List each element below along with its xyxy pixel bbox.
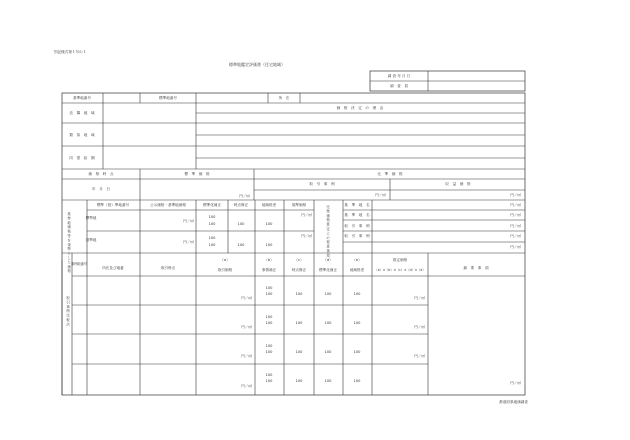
case3-frac-e-den: 100 [353, 350, 361, 354]
adjust-frac-den-1: 100 [208, 222, 216, 226]
adjust-col-c: 標準化補正 [203, 203, 221, 207]
cases-col-4: 事情補正 [261, 268, 277, 272]
cases-formula: （a）×（b）×（c）×（d）×（e） [374, 268, 426, 272]
case2-frac-e-den: 100 [353, 321, 361, 325]
case4-frac-d-den: 100 [324, 379, 332, 383]
reason-header: 価 格 決 定 の 理 由 [336, 106, 384, 110]
cases-col-7: 地域格差 [349, 268, 365, 272]
cases-col-3: 取引価格 [217, 268, 233, 272]
survey-date-label: 調 査 年 月 日 [387, 74, 411, 78]
adjust-frac-den-1b: 100 [237, 222, 245, 226]
cases-letter-c: （c） [294, 258, 304, 262]
case4-frac-c-den: 100 [295, 379, 303, 383]
income-unit: 円／㎡ [510, 193, 521, 197]
standard-no-label: 基準地番号 [73, 96, 91, 100]
adjust-base-label-2: 基準地 [85, 238, 97, 242]
adjust-col-b: 公示価格・基準地価格 [150, 203, 186, 207]
case4-price-unit: 円／㎡ [241, 384, 252, 388]
case3-frac-b-den: 100 [265, 350, 273, 354]
case2-frac-b-num: 100 [265, 315, 273, 319]
neighborhood-label: 近 隣 地 域 [69, 111, 95, 115]
adjust-base-label-1: 標準地 [85, 216, 97, 220]
adjust-col-f: 規準価格 [291, 203, 307, 207]
adjust-col-a: 標準（基）準地番号 [96, 203, 130, 207]
cases-col-6: 標準化補正 [319, 268, 337, 272]
adjust-frac-num-2: 100 [208, 236, 216, 240]
case1-frac-e-den: 100 [353, 292, 361, 296]
case4-frac-b-den: 100 [265, 379, 273, 383]
case2-est-unit: 円／㎡ [414, 325, 425, 329]
adjust-right-unit-1: 円／㎡ [510, 203, 521, 207]
adjust-frac-den-2b: 100 [237, 243, 245, 247]
standard-price-label: 標 準 価 格 [184, 172, 210, 176]
case2-frac-b-den: 100 [265, 321, 273, 325]
case3-frac-d-den: 100 [324, 350, 332, 354]
case3-est-unit: 円／㎡ [414, 354, 425, 358]
standard-no2-label: 標準地番号 [159, 96, 177, 100]
case1-price-unit: 円／㎡ [241, 296, 252, 300]
case1-frac-b-num: 100 [265, 286, 273, 290]
form-title: 標準地鑑定評価書（住宅地域） [229, 62, 285, 67]
adjust-frac-den-1c: 100 [265, 222, 273, 226]
footer-note: 都道府県地価調査 [499, 400, 528, 404]
adjust-result-unit-1: 円／㎡ [301, 213, 312, 217]
case2-price-unit: 円／㎡ [241, 325, 252, 329]
adjust-right-unit-2: 円／㎡ [510, 213, 521, 217]
cases-letter-a: （a） [220, 258, 230, 262]
adjust-frac-den-2c: 100 [265, 243, 273, 247]
adjust-right-row-1: 基 準 地 名 [344, 203, 370, 207]
case1-frac-d-den: 100 [324, 292, 332, 296]
cases-letter-b: （b） [264, 258, 274, 262]
cases-col-1: 所在及び地番 [102, 266, 124, 270]
case2-frac-c-den: 100 [295, 321, 303, 325]
case3-price-unit: 円／㎡ [241, 354, 252, 358]
adjust-col-e: 地域格差 [261, 203, 277, 207]
adjust-unit-1: 円／㎡ [183, 219, 194, 223]
surveyor-label: 調 査 員 [390, 84, 408, 88]
case3-frac-c-den: 100 [295, 350, 303, 354]
date-label: 年 月 日 [92, 187, 110, 191]
price-time-label: 価 格 時 点 [88, 172, 114, 176]
cases-note: 摘 要 事 項 [463, 266, 489, 270]
adjust-right-unit-3: 円／㎡ [510, 224, 521, 228]
adjust-unit-2: 円／㎡ [183, 240, 194, 244]
income-price-label: 収 益 価 格 [445, 182, 471, 186]
case3-frac-b-num: 100 [265, 344, 273, 348]
cases-col-8: 推定価格 [392, 258, 408, 262]
case1-frac-c-den: 100 [295, 292, 303, 296]
cases-col-2: 取引時点 [160, 266, 176, 270]
location-label: 所 在 [278, 96, 290, 100]
adjust-frac-num-1: 100 [208, 215, 216, 219]
adjust-result-unit-2: 円／㎡ [301, 234, 312, 238]
cases-result-unit: 円／㎡ [510, 381, 521, 385]
case4-frac-b-num: 100 [265, 373, 273, 377]
adjust-right-unit-4: 円／㎡ [510, 234, 521, 238]
similar-region-label: 類 似 地 域 [69, 133, 95, 137]
adjust-right-title: 比準価格算定上の留意事項 [325, 205, 330, 258]
adjust-row-label: 基準地価格等を規準とした価格 [66, 212, 71, 274]
same-supply-label: 同 需 給 圏 [69, 156, 95, 160]
adjust-col-d: 時点修正 [233, 203, 249, 207]
adjust-right-row-4: 取 引 事 例 [344, 234, 370, 238]
sales-comparison-label: 取 引 事 例 [309, 182, 335, 186]
evaluation-label: 比 準 価 格 [377, 172, 403, 176]
cases-row-label: 取引事例比較法 [65, 296, 70, 327]
cases-col-5: 時点修正 [291, 268, 307, 272]
cases-letter-d: （d） [323, 258, 333, 262]
case2-frac-d-den: 100 [324, 321, 332, 325]
case1-frac-b-den: 100 [265, 292, 273, 296]
adjust-frac-den-2: 100 [208, 243, 216, 247]
cases-letter-e: （e） [352, 258, 362, 262]
case1-est-unit: 円／㎡ [414, 296, 425, 300]
adjust-right-unit-5: 円／㎡ [510, 245, 521, 249]
sales-unit: 円／㎡ [375, 193, 386, 197]
adjust-right-row-3: 取 引 事 例 [344, 224, 370, 228]
adjust-right-row-2: 基 準 地 名 [344, 213, 370, 217]
cases-col-0: 事例地番号 [71, 262, 87, 266]
form-code: 別記様式第１号の１ [54, 50, 87, 54]
standard-price-unit: 円／㎡ [239, 194, 250, 198]
case4-frac-e-den: 100 [353, 379, 361, 383]
